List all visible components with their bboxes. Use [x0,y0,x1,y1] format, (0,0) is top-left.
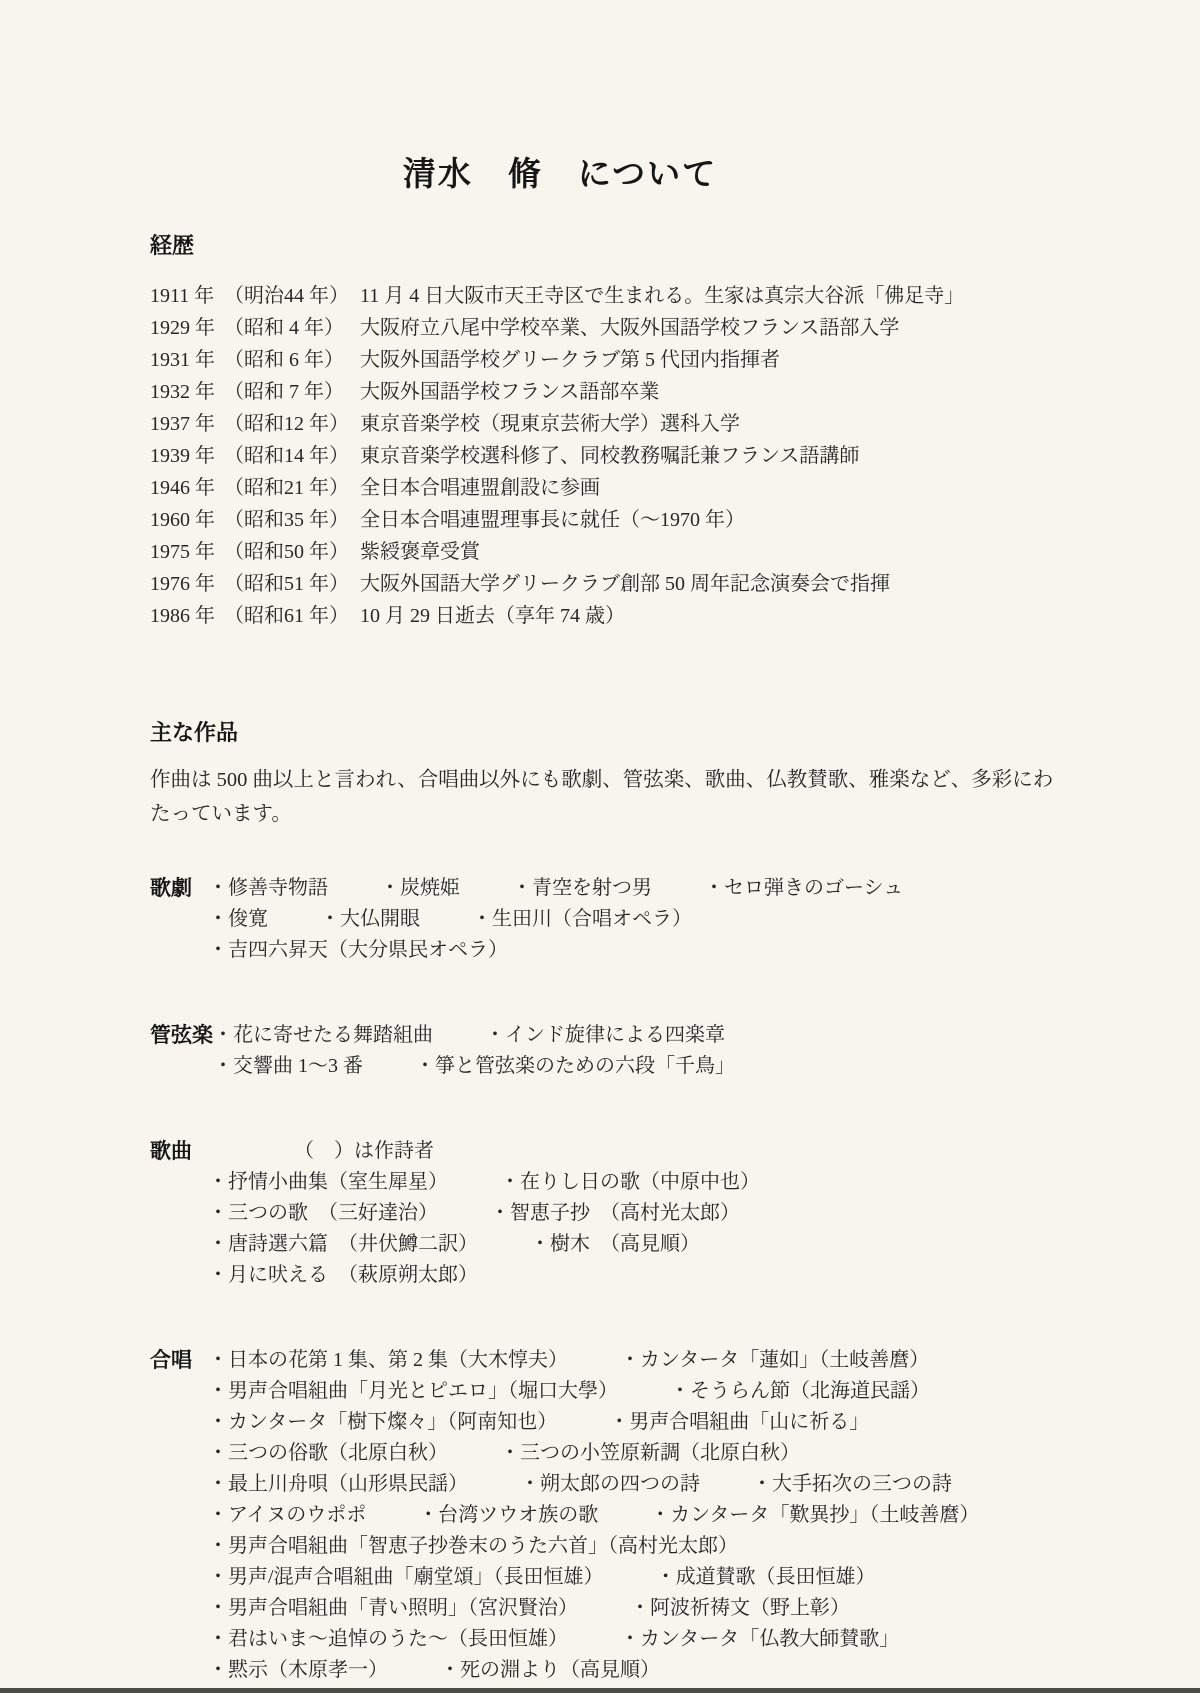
bullet-icon: ・ [655,1566,676,1588]
work-item [208,1624,568,1655]
bio-year: 1976 年 [150,573,215,595]
bio-row [150,312,1070,344]
bullet-icon: ・ [530,1233,550,1255]
works-intro: 作曲は 500 曲以上と言われ、合唱曲以外にも歌劇、管弦楽、歌曲、仏教賛歌、雅楽など、多彩にわたっています。 [150,769,1054,825]
work-item [208,1500,366,1531]
work-item [208,1407,557,1438]
work-item [609,1407,869,1438]
bio-year: 1931 年 [150,349,215,371]
bullet-icon: ・ [213,1055,233,1077]
work-item-title: 智恵子抄 （高村光太郎） [510,1202,740,1224]
work-item [415,1051,735,1082]
work-line [208,1260,1070,1291]
work-item [208,1562,604,1593]
bio-desc: 東京音楽学校選科修了、同校教務嘱託兼フランス語講師 [360,445,860,467]
bullet-icon: ・ [208,1473,228,1495]
category-lines [208,1345,1070,1686]
bullet-icon: ・ [440,1659,460,1681]
work-item-title: 男声合唱組曲「青い照明」（宮沢賢治） [228,1597,578,1619]
bio-desc: 大阪外国語学校グリークラブ第 5 代団内指揮者 [360,349,780,371]
work-line [213,1020,1070,1051]
bio-desc: 10 月 29 日逝去（享年 74 歳） [360,605,625,627]
work-item-title: 三つの小笠原新調（北原白秋） [520,1442,800,1464]
bullet-icon: ・ [208,1171,228,1193]
work-item-title: 大仏開眼 [340,908,420,930]
category-label: 合唱 [150,1349,192,1372]
work-line [208,1469,1070,1500]
work-item [208,1229,478,1260]
bullet-icon: ・ [208,1504,228,1526]
category-lines [213,1020,1070,1082]
work-item-title: 日本の花第 1 集、第 2 集（大木惇夫） [228,1349,568,1371]
work-item-title: 三つの俗歌（北原白秋） [228,1442,448,1464]
bio-era: （昭和35 年） [224,509,349,531]
works-heading: 主な作品 [150,720,239,745]
work-item-title: 成道賛歌（長田恒雄） [675,1566,876,1588]
work-item [472,904,692,935]
bio-year: 1932 年 [150,381,215,403]
work-line [208,1438,1070,1469]
work-line [208,1198,1070,1229]
bio-row [150,504,1070,536]
work-item [208,1167,448,1198]
category-label: 歌劇 [150,877,192,900]
work-item-title: 男声/混声合唱組曲「廟堂頌」（長田恒雄） [228,1566,604,1588]
bio-era: （昭和61 年） [224,605,349,627]
bullet-icon: ・ [500,1442,520,1464]
work-line [208,904,1070,935]
bullet-icon: ・ [609,1411,630,1433]
work-item-title: セロ弾きのゴーシュ [724,877,904,899]
page-title: 清水 脩 について [402,155,718,192]
bio-era: （明治44 年） [224,285,349,307]
biography-table [150,280,1070,632]
work-item [208,1198,438,1229]
work-item [418,1500,598,1531]
bio-row [150,408,1070,440]
work-item-title: 君はいま～追悼のうた～（長田恒雄） [228,1628,568,1650]
bio-year: 1975 年 [150,541,215,563]
work-item-title: 修善寺物語 [228,877,328,899]
work-item-title: 男声合唱組曲「智恵子抄巻末のうた六首」（高村光太郎） [228,1535,738,1557]
work-item-title: 青空を射つ男 [532,877,652,899]
work-item [320,904,420,935]
work-item-title: 三つの歌 （三好達治） [228,1202,438,1224]
bio-row [150,472,1070,504]
bullet-icon: ・ [208,877,228,899]
bullet-icon: ・ [490,1202,510,1224]
bio-row [150,568,1070,600]
bullet-icon: ・ [418,1504,439,1526]
bio-era: （昭和14 年） [224,445,349,467]
work-item-title: 在りし日の歌（中原中也） [520,1171,760,1193]
work-item [630,1593,850,1624]
bullet-icon: ・ [380,877,400,899]
works-category [150,1020,1070,1082]
bio-desc: 全日本合唱連盟創設に参画 [360,477,600,499]
bio-era: （昭和50 年） [224,541,349,563]
bullet-icon: ・ [620,1349,640,1371]
work-item [670,1376,930,1407]
work-line [208,1531,1070,1562]
bullet-icon: ・ [208,1233,228,1255]
bio-year: 1911 年 [150,285,215,307]
work-line [208,1593,1070,1624]
work-item [752,1469,952,1500]
work-item [208,1260,478,1291]
work-item [208,1438,448,1469]
bio-year: 1929 年 [150,317,215,339]
work-item-title: カンタータ「歎異抄」（土岐善麿） [670,1504,980,1526]
work-item-title: 台湾ツウオ族の歌 [438,1504,599,1526]
bullet-icon: ・ [213,1024,233,1046]
work-line [208,1624,1070,1655]
work-item-title: 男声合唱組曲「山に祈る」 [629,1411,870,1433]
bullet-icon: ・ [208,908,228,930]
work-item-title: 俊寛 [228,908,268,930]
bullet-icon: ・ [208,1566,228,1588]
work-line [208,1562,1070,1593]
bio-row [150,440,1070,472]
work-item-title: そうらん節（北海道民謡） [690,1380,930,1402]
bio-desc: 紫綬褒章受賞 [360,541,480,563]
work-item-title: 男声合唱組曲「月光とピエロ」（堀口大學） [228,1380,618,1402]
work-item [208,1531,738,1562]
bio-year: 1960 年 [150,509,215,531]
work-line [208,1376,1070,1407]
bio-desc: 東京音楽学校（現東京芸術大学）選科入学 [360,413,740,435]
work-item [213,1051,363,1082]
bullet-icon: ・ [208,1442,228,1464]
work-item-title: 死の淵より（高見順） [460,1659,660,1681]
bio-desc: 大阪外国語大学グリークラブ創部 50 周年記念演奏会で指揮 [360,573,890,595]
works-category [150,873,1070,966]
bullet-icon: ・ [208,1380,228,1402]
bio-desc: 11 月 4 日大阪市天王寺区で生まれる。生家は真宗大谷派「佛足寺」 [360,285,965,307]
bullet-icon: ・ [485,1024,505,1046]
work-item [530,1229,700,1260]
bio-desc: 大阪外国語学校フランス語部卒業 [360,381,660,403]
work-line [208,1407,1070,1438]
work-item-title: 大手拓次の三つの詩 [772,1473,952,1495]
bullet-icon: ・ [208,1411,228,1433]
work-item [208,1593,578,1624]
bullet-icon: ・ [208,1597,228,1619]
work-item [485,1020,725,1051]
bullet-icon: ・ [620,1628,640,1650]
bullet-icon: ・ [208,939,228,961]
bio-year: 1946 年 [150,477,215,499]
work-item [208,935,508,966]
category-lines [208,873,1070,966]
work-line [208,873,1070,904]
bullet-icon: ・ [208,1659,228,1681]
works-category [150,1136,1070,1291]
bio-era: （昭和 7 年） [224,381,344,403]
bio-row [150,600,1070,632]
bullet-icon: ・ [320,908,340,930]
bio-era: （昭和12 年） [224,413,349,435]
work-item [440,1655,660,1686]
bullet-icon: ・ [752,1473,772,1495]
works-section [150,716,1070,1686]
bullet-icon: ・ [630,1597,650,1619]
bullet-icon: ・ [650,1504,671,1526]
work-item-title: 最上川舟唄（山形県民謡） [228,1473,468,1495]
work-item-title: 阿波祈祷文（野上彰） [650,1597,850,1619]
work-item [620,1624,899,1655]
category-label: 管弦楽 [150,1024,213,1047]
work-item [490,1198,740,1229]
bullet-icon: ・ [512,877,532,899]
bio-year: 1939 年 [150,445,215,467]
biography-section [150,229,1070,632]
bullet-icon: ・ [208,1535,228,1557]
work-item-title: カンタータ「仏教大師賛歌」 [640,1628,900,1650]
bio-desc: 全日本合唱連盟理事長に就任（～1970 年） [360,509,745,531]
paren-note: （ ）は作詩者 [294,1140,434,1162]
work-item-title: カンタータ「樹下燦々」（阿南知也） [228,1411,558,1433]
bullet-icon: ・ [520,1473,540,1495]
work-item [500,1167,760,1198]
work-item [656,1562,876,1593]
bullet-icon: ・ [472,908,492,930]
work-item [208,1376,618,1407]
work-item-title: 箏と管弦楽のための六段「千鳥」 [435,1055,735,1077]
bio-row [150,280,1070,312]
page-content [150,0,1070,1686]
work-item-title: 花に寄せたる舞踏組曲 [233,1024,433,1046]
work-item [704,873,903,904]
bullet-icon: ・ [208,1628,228,1650]
work-item [208,904,268,935]
bullet-icon: ・ [208,1202,228,1224]
bio-row [150,536,1070,568]
work-item-title: アイヌのウポポ [228,1504,367,1526]
work-line [208,1345,1070,1376]
bullet-icon: ・ [208,1349,228,1371]
work-item-title: 朔太郎の四つの詩 [540,1473,700,1495]
work-line [208,1500,1070,1531]
work-item [512,873,652,904]
bio-desc: 大阪府立八尾中学校卒業、大阪外国語学校フランス語部入学 [360,317,900,339]
bio-era: （昭和51 年） [224,573,349,595]
bullet-icon: ・ [208,1264,228,1286]
work-item [213,1020,433,1051]
work-item-title: 唐詩選六篇 （井伏鱒二訳） [228,1233,478,1255]
category-label: 歌曲 [150,1140,192,1163]
bio-row [150,344,1070,376]
work-line [208,1229,1070,1260]
work-item-title: インド旋律による四楽章 [505,1024,725,1046]
bio-era: （昭和 6 年） [224,349,344,371]
works-categories [150,873,1070,1686]
work-item-title: カンタータ「蓮如」（土岐善麿） [640,1349,930,1371]
bio-era: （昭和21 年） [224,477,349,499]
work-item [650,1500,979,1531]
work-item-title: 吉四六昇天（大分県民オペラ） [228,939,508,961]
work-item [380,873,460,904]
bio-row [150,376,1070,408]
bio-year: 1937 年 [150,413,215,435]
work-item-title: 月に吠える （萩原朔太郎） [228,1264,478,1286]
category-lines [208,1136,1070,1291]
work-item-title: 樹木 （高見順） [550,1233,700,1255]
works-category [150,1345,1070,1686]
bio-year: 1986 年 [150,605,215,627]
scan-edge-artifact [0,1688,1200,1693]
work-item-title: 黙示（木原孝一） [228,1659,388,1681]
work-item-title: 抒情小曲集（室生犀星） [228,1171,448,1193]
work-item [500,1438,800,1469]
work-line [208,935,1070,966]
work-item [520,1469,700,1500]
work-item-title: 炭焼姫 [400,877,460,899]
work-item [620,1345,929,1376]
work-item [208,1469,468,1500]
bullet-icon: ・ [704,877,724,899]
bullet-icon: ・ [500,1171,520,1193]
work-item [208,873,328,904]
biography-heading: 経歴 [150,233,195,258]
bullet-icon: ・ [415,1055,435,1077]
bio-era: （昭和 4 年） [224,317,344,339]
bullet-icon: ・ [670,1380,690,1402]
work-item [208,1345,568,1376]
work-item-title: 交響曲 1～3 番 [233,1055,363,1077]
work-item [208,1655,388,1686]
work-line [208,1167,1070,1198]
work-line [213,1051,1070,1082]
work-line [208,1655,1070,1686]
work-item-title: 生田川（合唱オペラ） [492,908,692,930]
